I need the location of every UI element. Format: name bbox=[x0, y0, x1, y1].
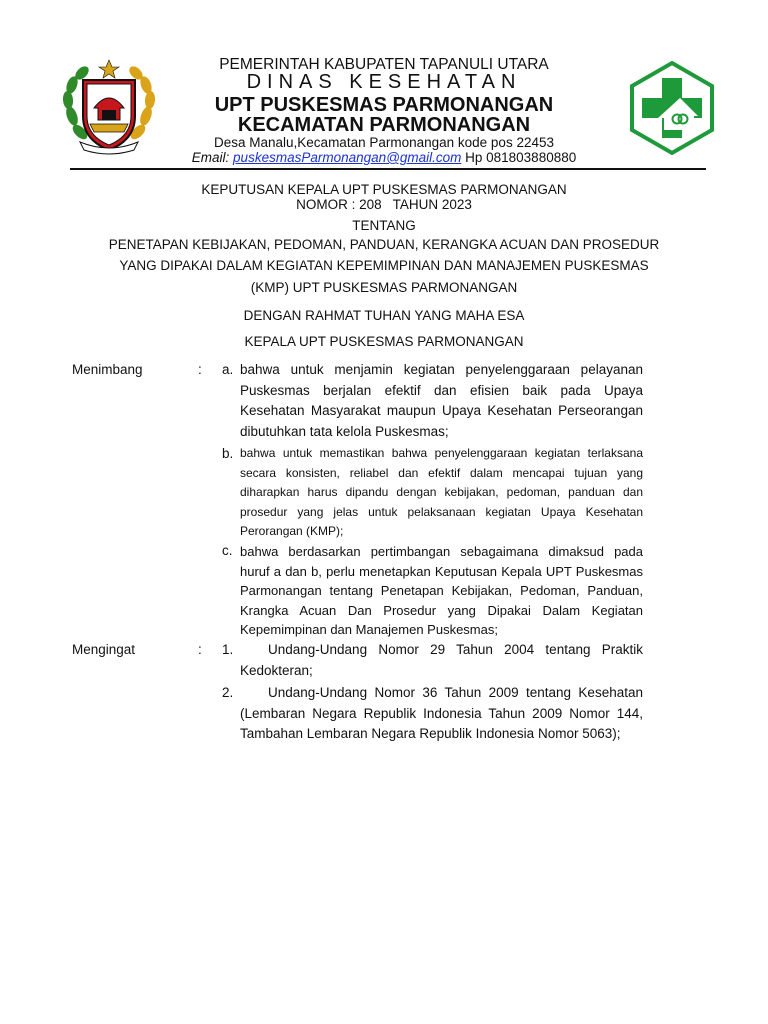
phone-number: Hp 081803880880 bbox=[465, 150, 577, 165]
district-name: KECAMATAN PARMONANGAN bbox=[237, 114, 531, 136]
menimbang-colon: : bbox=[198, 362, 202, 377]
item-mark: 2. bbox=[222, 685, 234, 700]
mengingat-item-1: Undang-Undang Nomor 29 Tahun 2004 tentang Praktik Kedokteran; bbox=[240, 642, 643, 678]
government-name: PEMERINTAH KABUPATEN TAPANULI UTARA bbox=[219, 56, 549, 73]
mengingat-label: Mengingat bbox=[72, 642, 136, 657]
email-link[interactable]: puskesmasParmonangan@gmail.com bbox=[233, 150, 462, 165]
email-label: Email: bbox=[191, 150, 230, 165]
subject-line-3: (KMP) UPT PUSKESMAS PARMONANGAN bbox=[250, 280, 518, 295]
agency-name: DINAS KESEHATAN bbox=[246, 71, 522, 93]
about-heading: TENTANG bbox=[352, 218, 416, 233]
institution-name: UPT PUSKESMAS PARMONANGAN bbox=[214, 94, 554, 116]
address-line: Desa Manalu,Kecamatan Parmonangan kode pos 22453 bbox=[214, 135, 554, 150]
mengingat-colon: : bbox=[198, 642, 202, 657]
item-mark: c. bbox=[222, 543, 233, 558]
item-mark: 1. bbox=[222, 642, 234, 657]
subject-line-2: YANG DIPAKAI DALAM KEGIATAN KEPEMIMPINAN DAN MANAJEMEN PUSKESMAS bbox=[119, 258, 649, 273]
contact-line bbox=[0, 150, 768, 165]
authority-line: KEPALA UPT PUSKESMAS PARMONANGAN bbox=[244, 334, 524, 349]
mengingat-item-2: Undang-Undang Nomor 36 Tahun 2009 tentang Kesehatan (Lembaran Negara Republik Indonesia Tahun 2009 Nomor 144, Tambahan Lembaran Negara Republik Indonesia Nomor 5063); bbox=[240, 685, 643, 741]
item-mark: b. bbox=[222, 446, 234, 461]
blessing-line: DENGAN RAHMAT TUHAN YANG MAHA ESA bbox=[243, 308, 525, 323]
menimbang-item-c: bahwa berdasarkan pertimbangan sebagaimana dimaksud pada huruf a dan b, perlu menetapkan Keputusan Kepala UPT Puskesmas Parmonangan tentang Penetapan Kebijakan, Pedoman, Panduan, Krangka Acuan Dan Prosedur yang Dipakai Dalam Kegiatan Kepemimpinan dan Manajemen Puskesmas; bbox=[240, 544, 643, 637]
subject-line-1: PENETAPAN KEBIJAKAN, PEDOMAN, PANDUAN, KERANGKA ACUAN DAN PROSEDUR bbox=[108, 237, 660, 252]
menimbang-item-a: bahwa untuk menjamin kegiatan penyelenggaraan pelayanan Puskesmas berjalan efektif dan efisien baik pada Upaya Kesehatan Masyarakat maupun Upaya Kesehatan Perseorangan dibutuhkan tata kelola Puskesmas; bbox=[240, 362, 643, 439]
menimbang-label: Menimbang bbox=[72, 362, 143, 377]
decree-number: NOMOR : 208 TAHUN 2023 bbox=[296, 197, 472, 212]
item-mark: a. bbox=[222, 362, 234, 377]
header-divider bbox=[70, 168, 706, 170]
decree-title: KEPUTUSAN KEPALA UPT PUSKESMAS PARMONANGAN bbox=[201, 182, 567, 197]
menimbang-item-b: bahwa untuk memastikan bahwa penyelenggaraan kegiatan terlaksana secara konsisten, reliabel dan efektif dalam mencapai tujuan yang diharapkan harus dipandu dengan kebijakan, pedoman, panduan dan prosedur yang jelas untuk pelaksanaan kegiatan Upaya Kesehatan Perorangan (KMP); bbox=[240, 446, 643, 538]
